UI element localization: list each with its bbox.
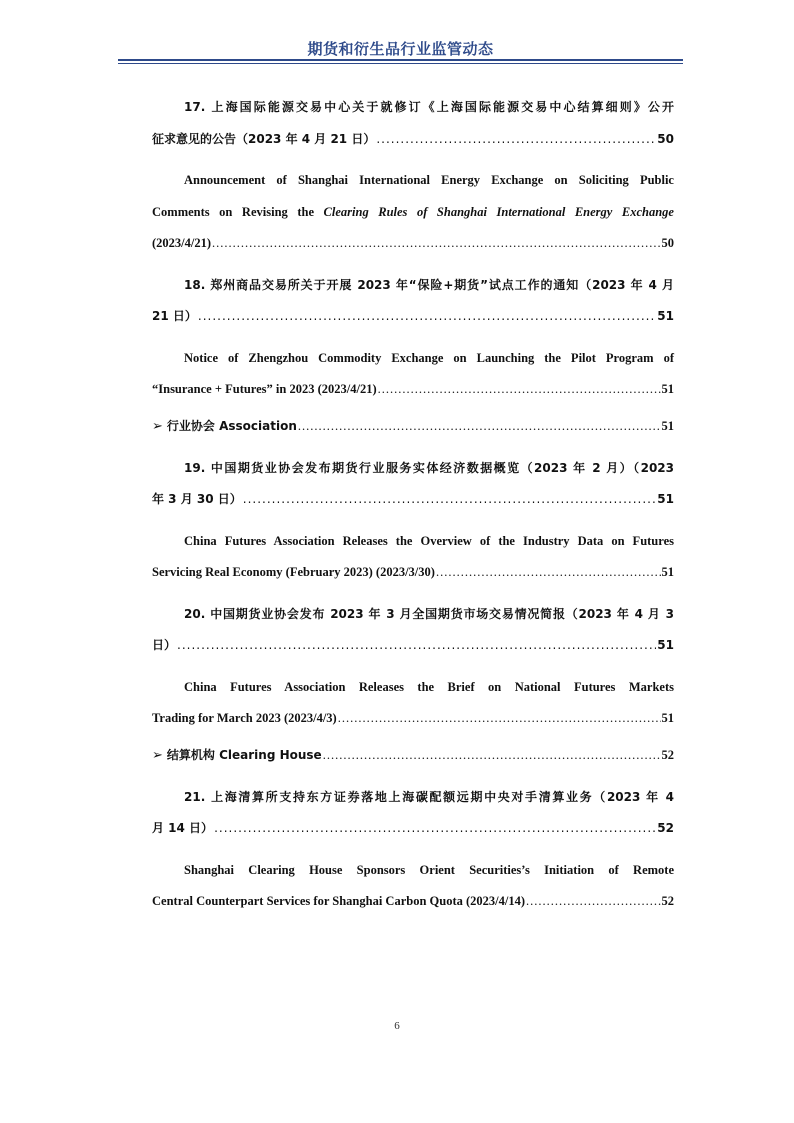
dot-leader: [376, 124, 656, 156]
page-header: [118, 38, 683, 64]
toc-entry-line: Central Counterpart Services for Shanghai Carbon Quota (2023/4/14): [152, 894, 526, 908]
dot-leader: [212, 228, 660, 260]
dot-leader: [378, 374, 661, 406]
toc-entry-line: 17. 上海国际能源交易中心关于就修订《上海国际能源交易中心结算细则》公开: [184, 100, 674, 114]
toc-entry-line: Shanghai Clearing House Sponsors Orient Securities’s Initiation of Remote: [184, 862, 674, 877]
toc-page-number: 52: [661, 747, 674, 762]
dot-leader: [323, 745, 661, 765]
toc-entry-18-en[interactable]: [152, 343, 674, 406]
toc-entry-line: Servicing Real Economy (February 2023) (2023/3/30): [152, 565, 435, 579]
toc-page-number: 51: [657, 309, 674, 323]
toc-entry-line: 月 14 日）: [152, 821, 214, 835]
toc-section-clearing-house[interactable]: [152, 745, 674, 766]
toc-entry-line: Announcement of Shanghai International Energy Exchange on Soliciting Public: [184, 173, 674, 187]
toc-entry-line: 日）: [152, 638, 177, 652]
toc-entry-line: 征求意见的公告（2023 年 4 月 21 日）: [152, 131, 376, 146]
toc-entry-line: 20. 中国期货业协会发布 2023 年 3 月全国期货市场交易情况简报（2023 年 4 月 3: [184, 606, 674, 621]
toc-entry-21-en[interactable]: [152, 855, 674, 918]
toc-entry-line: 21. 上海清算所支持东方证券落地上海碳配额远期中央对手清算业务（2023 年 4: [184, 789, 674, 804]
dot-leader: [214, 813, 656, 845]
toc-page-number: 52: [657, 821, 674, 835]
toc-page-number: 51: [661, 382, 674, 396]
toc-entry-21-cn[interactable]: [152, 782, 674, 845]
dot-leader: [243, 484, 657, 516]
dot-leader: [436, 557, 661, 589]
toc-entry-line: Comments on Revising the: [152, 204, 324, 219]
toc-section-association[interactable]: [152, 416, 674, 437]
toc-entry-line: Notice of Zhengzhou Commodity Exchange on Launching the Pilot Program of: [184, 350, 674, 365]
toc-entry-19-en[interactable]: [152, 526, 674, 589]
arrow-bullet-icon: ➢: [152, 747, 163, 763]
section-label: 行业协会 Association: [166, 418, 297, 433]
header-rule-thin: [118, 63, 683, 64]
toc-entry-20-en[interactable]: [152, 672, 674, 735]
page-number-footer: 6: [394, 1020, 400, 1032]
dot-leader: [338, 703, 661, 735]
toc-page-number: 50: [661, 236, 674, 250]
toc-page-number: 51: [661, 565, 674, 579]
toc-entry-line: 19. 中国期货业协会发布期货行业服务实体经济数据概览（2023 年 2 月）（2023: [184, 460, 674, 475]
toc-entry-line: “Insurance + Futures” in 2023 (2023/4/21): [152, 382, 377, 396]
toc-entry-line: China Futures Association Releases the Brief on National Futures Markets: [184, 679, 674, 694]
toc-page-number: 51: [661, 418, 674, 433]
toc-page-number: 50: [657, 131, 674, 146]
toc-entry-19-cn[interactable]: [152, 453, 674, 516]
toc-entry-line: China Futures Association Releases the Overview of the Industry Data on Futures: [184, 533, 674, 548]
dot-leader: [177, 630, 656, 662]
toc-entry-17-en[interactable]: [152, 165, 674, 260]
header-rule-thick: [118, 59, 683, 61]
toc-entry-line: (2023/4/21): [152, 236, 212, 250]
dot-leader: [198, 301, 656, 333]
toc-entry-line: 年 3 月 30 日）: [152, 492, 242, 506]
toc-page-number: 51: [661, 711, 674, 725]
toc-entry-18-cn[interactable]: [152, 270, 674, 333]
toc-entry-italic-title: Clearing Rules of Shanghai International Energy Exchange: [323, 204, 674, 219]
table-of-contents: [152, 92, 674, 928]
toc-entry-17-cn[interactable]: [152, 92, 674, 155]
dot-leader: [526, 886, 660, 918]
toc-entry-line: 18. 郑州商品交易所关于开展 2023 年“保险+期货”试点工作的通知（2023 年 4 月: [184, 277, 674, 292]
header-title: 期货和衍生品行业监管动态: [307, 40, 494, 58]
section-label: 结算机构 Clearing House: [166, 747, 322, 762]
toc-entry-20-cn[interactable]: [152, 599, 674, 662]
toc-page-number: 51: [657, 492, 674, 506]
toc-entry-line: 21 日）: [152, 309, 197, 323]
toc-page-number: 51: [657, 638, 674, 652]
arrow-bullet-icon: ➢: [152, 418, 163, 434]
dot-leader: [298, 416, 661, 436]
toc-page-number: 52: [661, 894, 674, 908]
toc-entry-line: Trading for March 2023 (2023/4/3): [152, 711, 337, 725]
